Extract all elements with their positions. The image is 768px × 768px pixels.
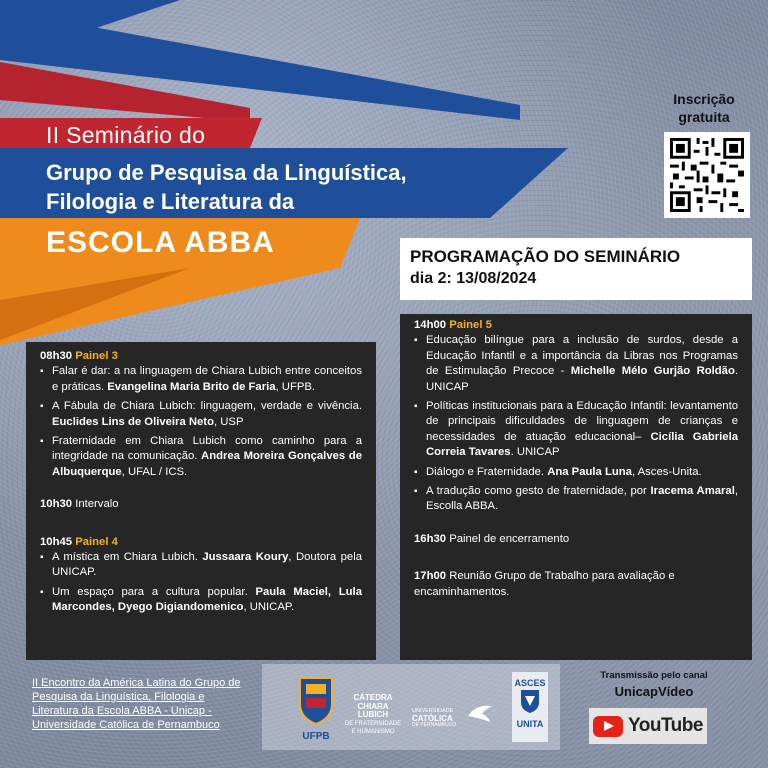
speaker-affiliation: , UNICAP. bbox=[243, 601, 295, 614]
broadcast-info bbox=[584, 670, 724, 699]
panel-label: Painel 5 bbox=[449, 319, 492, 331]
catedra-logo bbox=[342, 694, 404, 737]
closing-panel-label: Painel de encerramento bbox=[449, 532, 570, 545]
time-label: 17h00 bbox=[414, 570, 447, 583]
talk-title: A tradução como gesto de fraternidade, por bbox=[426, 485, 651, 498]
speaker-name: Iracema Amaral bbox=[650, 485, 735, 498]
seminar-title-line1: II Seminário do bbox=[46, 122, 206, 148]
seminar-title-line2b: Filologia e Literatura da bbox=[46, 189, 295, 214]
time-label: 14h00 bbox=[414, 319, 447, 331]
catedra-line2: CHIARA LUBICH bbox=[357, 701, 389, 719]
break-heading bbox=[40, 497, 362, 512]
talk-title: A mística em Chiara Lubich. bbox=[52, 551, 203, 564]
time-label: 08h30 bbox=[40, 350, 73, 362]
qr-code-icon[interactable] bbox=[664, 132, 750, 218]
speaker-affiliation: , USP bbox=[213, 415, 244, 428]
catedra-line1: CÁTEDRA bbox=[353, 693, 393, 702]
list-item bbox=[40, 550, 362, 581]
panel5-list bbox=[414, 333, 738, 514]
talk-title: Fraternidade em Chiara Lubich como caminho para a integridade na comunicação. bbox=[52, 435, 362, 463]
registration-line2: gratuita bbox=[678, 109, 730, 125]
speaker-affiliation: , Asces-Unita. bbox=[631, 465, 702, 478]
youtube-play-icon bbox=[593, 716, 623, 737]
time-label: 16h30 bbox=[414, 532, 447, 545]
list-item bbox=[414, 333, 738, 395]
asces-shield-icon bbox=[519, 688, 541, 714]
ufpb-label: UFPB bbox=[302, 731, 330, 742]
talk-title: Diálogo e Fraternidade. bbox=[426, 465, 548, 478]
seminar-title-line3: ESCOLA ABBA bbox=[46, 226, 275, 259]
asces-logo bbox=[512, 672, 548, 742]
speaker-name: Cicília Gabriela Correia Tavares bbox=[426, 430, 738, 459]
youtube-label: YouTube bbox=[628, 715, 703, 736]
broadcast-label: Transmissão pelo canal bbox=[600, 670, 708, 681]
panel4-heading bbox=[40, 535, 362, 550]
unicap-logo bbox=[412, 708, 462, 729]
panel4-list bbox=[40, 550, 362, 616]
talk-title: Educação bilíngue para a inclusão de surdos, desde a Educação Infantil e a importância da Libras nos Programas de Estimulação Precoce - bbox=[426, 334, 738, 378]
list-item bbox=[40, 364, 362, 395]
speaker-affiliation: . UNICAP bbox=[510, 446, 560, 459]
speaker-name: Euclides Lins de Oliveira Neto bbox=[52, 415, 214, 428]
seminar-title-line2a: Grupo de Pesquisa da Linguística, bbox=[46, 160, 407, 185]
list-item bbox=[414, 399, 738, 461]
speaker-affiliation: , Doutora pela UNICAP. bbox=[52, 551, 362, 579]
break-label: Intervalo bbox=[75, 498, 119, 511]
time-label: 10h30 bbox=[40, 498, 73, 511]
registration-label bbox=[662, 90, 746, 126]
panel-label: Painel 3 bbox=[75, 350, 118, 362]
speaker-name: Jussaara Koury bbox=[202, 551, 289, 564]
panel3-heading bbox=[40, 349, 362, 364]
speaker-affiliation: , UFPB. bbox=[275, 380, 316, 393]
schedule-left-box bbox=[26, 342, 376, 660]
list-item bbox=[414, 484, 738, 515]
dove-icon bbox=[466, 702, 494, 729]
registration-line1: Inscrição bbox=[673, 91, 735, 107]
talk-title: Falar é dar: a na linguagem de Chiara Lubich entre conceitos e práticas. bbox=[52, 365, 362, 393]
partner-logos bbox=[262, 664, 560, 750]
speaker-affiliation: , Escolla ABBA. bbox=[426, 485, 738, 513]
asces-line1: ASCES bbox=[514, 678, 546, 688]
meeting-label: Reunião Grupo de Trabalho para avaliação e encaminhamentos. bbox=[414, 570, 675, 598]
asces-line2: UNITA bbox=[516, 719, 544, 729]
unicap-line2: CATÓLICA bbox=[412, 714, 453, 723]
list-item bbox=[40, 434, 362, 480]
ufpb-logo bbox=[296, 674, 336, 742]
talk-title: Políticas institucionais para a Educação Infantil: levantamento de principais dificuldades de linguagem de crianças e necessidades de atuação educacional– bbox=[426, 400, 738, 443]
speaker-name: Andrea Moreira Gonçalves de Albuquerque bbox=[52, 450, 362, 478]
ufpb-crest-icon bbox=[296, 674, 336, 726]
qr-code-graphic bbox=[670, 138, 744, 212]
catedra-line3: DE FRATERNIDADE bbox=[344, 720, 402, 727]
list-item bbox=[40, 585, 362, 616]
speaker-affiliation: , UFAL / ICS. bbox=[121, 465, 188, 478]
event-link[interactable]: II Encontro da América Latina do Grupo de Pesquisa da Linguística, Filologia e Literatura da Escola ABBA - Unicap - Universidade Católica de Pernambuco bbox=[32, 677, 241, 731]
talk-title: Um espaço para a cultura popular. bbox=[52, 585, 256, 598]
talk-title: A Fábula de Chiara Lubich: linguagem, verdade e vivência. bbox=[52, 400, 362, 413]
speaker-affiliation: . UNICAP bbox=[426, 365, 738, 393]
catedra-line4: E HUMANISMO bbox=[351, 729, 395, 735]
unicap-line1: UNIVERSIDADE bbox=[412, 708, 454, 714]
program-title: PROGRAMAÇÃO DO SEMINÁRIO bbox=[410, 247, 681, 266]
closing-panel-heading bbox=[414, 532, 738, 547]
schedule-right-box bbox=[400, 314, 752, 660]
meeting-heading bbox=[414, 569, 738, 600]
list-item bbox=[40, 399, 362, 430]
panel3-list bbox=[40, 364, 362, 480]
unicap-line3: DE PERNAMBUCO bbox=[412, 722, 457, 728]
panel-label: Painel 4 bbox=[75, 535, 118, 548]
time-label: 10h45 bbox=[40, 535, 73, 548]
seminar-title-line2 bbox=[46, 158, 526, 216]
speaker-name: Michelle Mélo Gurjão Roldão bbox=[570, 365, 735, 378]
speaker-name: Evangelina Maria Brito de Faria bbox=[107, 380, 276, 393]
speaker-name: Paula Maciel, Lula Marcondes, Dyego Digiandomenico bbox=[52, 585, 362, 614]
list-item bbox=[414, 465, 738, 480]
channel-name: UnicapVídeo bbox=[614, 684, 694, 699]
program-date: dia 2: 13/08/2024 bbox=[410, 270, 537, 287]
panel5-heading bbox=[414, 318, 738, 333]
youtube-button[interactable] bbox=[589, 708, 707, 744]
program-header bbox=[400, 238, 752, 300]
speaker-name: Ana Paula Luna bbox=[547, 465, 632, 478]
